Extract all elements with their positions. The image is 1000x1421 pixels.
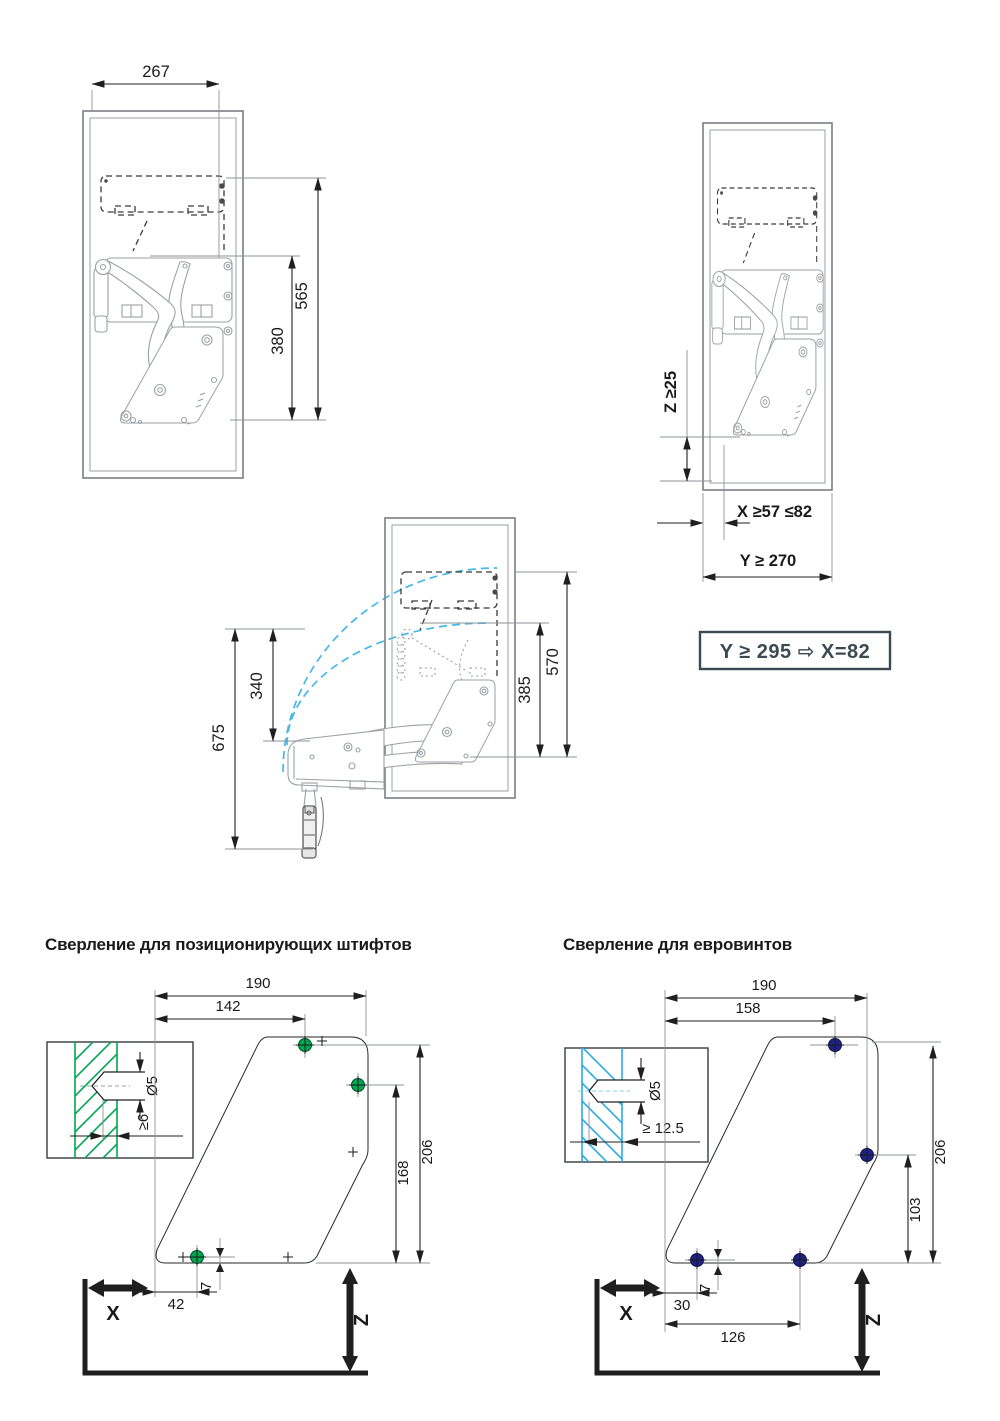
- dim-42: 42: [167, 1296, 185, 1313]
- view-front-closed: [83, 63, 326, 478]
- pin-hole-inset: [47, 1025, 193, 1171]
- dim-168: 168: [395, 1160, 412, 1186]
- drill-template-pins: [45, 935, 436, 1373]
- dim-142: 142: [215, 998, 241, 1015]
- dim-height-380: 380: [269, 327, 287, 355]
- dimensions-side-open: [210, 572, 577, 849]
- axis-z-label: Z: [863, 1313, 885, 1327]
- wall-floor-reference: [597, 1279, 880, 1373]
- dim-hole-dia: Ø5: [647, 1080, 664, 1102]
- axis-z-label: Z: [351, 1313, 373, 1327]
- dim-385: 385: [516, 676, 534, 704]
- dim-hole-depth: ≥6: [135, 1113, 152, 1131]
- section-title-pins: Сверление для позиционирующих штифтов: [45, 935, 412, 954]
- dim-190: 190: [245, 975, 271, 992]
- dim-7: 7: [198, 1281, 215, 1291]
- dim-height-565: 565: [293, 282, 311, 310]
- dim-gap-z: Z ≥25: [662, 370, 680, 414]
- dim-depth-y: Y ≥ 270: [739, 552, 797, 570]
- dim-570: 570: [544, 648, 562, 676]
- dim-158: 158: [735, 1000, 761, 1017]
- dim-7: 7: [697, 1283, 714, 1293]
- note-box: [700, 632, 890, 669]
- mechanism-ghost: [397, 629, 485, 680]
- dim-206: 206: [419, 1139, 436, 1165]
- dim-30: 30: [673, 1297, 691, 1314]
- dim-103: 103: [907, 1197, 924, 1223]
- dim-190: 190: [751, 977, 777, 994]
- view-side-closed: [657, 123, 832, 582]
- drill-template-euro: [563, 935, 949, 1373]
- view-side-open: [210, 518, 577, 858]
- dim-hole-dia: Ø5: [144, 1075, 161, 1097]
- axis-x-label: X: [619, 1303, 633, 1325]
- dim-hole-depth: ≥ 12.5: [642, 1120, 684, 1137]
- section-title-euro: Сверление для евровинтов: [563, 935, 793, 954]
- wall-floor-reference: [85, 1279, 368, 1373]
- dim-675: 675: [210, 724, 228, 752]
- euro-hole-inset: [565, 1035, 708, 1213]
- door-damper: [302, 789, 323, 858]
- axis-x-label: X: [106, 1303, 120, 1325]
- dim-width-267: 267: [142, 63, 170, 81]
- dim-206: 206: [932, 1139, 949, 1165]
- dim-depth-x: X ≥57 ≤82: [737, 503, 812, 521]
- dim-340: 340: [248, 672, 266, 700]
- note-text: Y ≥ 295 ⇨ X=82: [719, 641, 871, 663]
- dim-126: 126: [720, 1329, 746, 1346]
